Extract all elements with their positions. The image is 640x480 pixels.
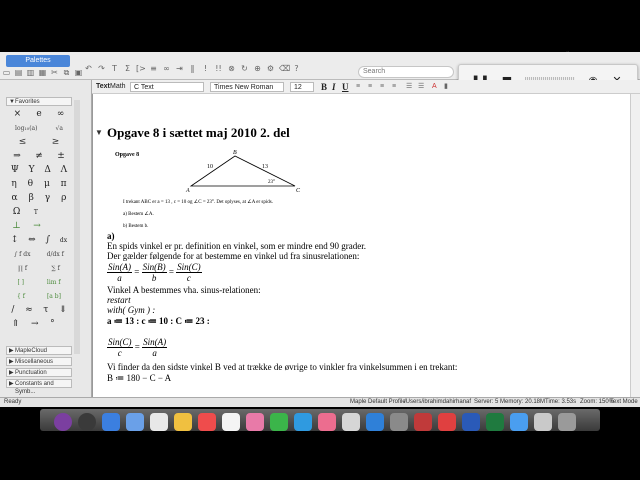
symbol-row: [6, 149, 72, 163]
search-input[interactable]: Search: [358, 66, 454, 78]
symbol-row: [6, 233, 72, 247]
symbol-row: [6, 275, 72, 289]
restart-icon[interactable]: ↻: [241, 63, 248, 73]
launchpad-icon[interactable]: [78, 413, 96, 431]
align-center-icon[interactable]: ≡: [368, 83, 373, 90]
trash-icon[interactable]: [558, 413, 576, 431]
symbol-row: [6, 289, 72, 303]
slash-symbol[interactable]: /: [11, 305, 15, 315]
status-profile: Maple Default Profile: [350, 399, 406, 405]
mu-symbol[interactable]: μ: [43, 179, 50, 189]
bullet-list-icon[interactable]: ☰: [406, 83, 413, 90]
text-color-icon[interactable]: A: [432, 83, 437, 90]
cut-icon[interactable]: ✂: [51, 68, 58, 77]
palette-label: MapleCloud: [15, 348, 48, 354]
numerator: Sin(A): [108, 262, 131, 272]
clear-icon[interactable]: ⌫: [279, 63, 291, 73]
status-mode: Text Mode: [610, 399, 638, 405]
style-select[interactable]: C Text: [130, 82, 204, 92]
new-document-icon[interactable]: ▭: [2, 68, 11, 77]
pm-symbol[interactable]: ±: [57, 151, 65, 161]
palettes-panel: [0, 57, 92, 397]
limit-symbol[interactable]: lim f: [46, 278, 61, 286]
fraction: [142, 262, 167, 283]
document-area[interactable]: [92, 94, 640, 397]
denominator: a: [152, 348, 157, 358]
arrow-symbol[interactable]: →: [33, 221, 41, 231]
palette-favorites-label: Favorites: [15, 99, 40, 105]
derivative-symbol[interactable]: dx: [59, 236, 68, 244]
rho-symbol[interactable]: ρ: [61, 193, 67, 203]
dock: [0, 407, 640, 480]
section-title: Opgave 8 i sættet maj 2010 2. del: [107, 125, 290, 140]
sinus-relation[interactable]: [107, 262, 202, 283]
size-select[interactable]: 12: [290, 82, 314, 92]
psi-symbol[interactable]: Ψ: [10, 165, 19, 175]
degree-symbol[interactable]: °: [50, 319, 55, 329]
acrobat-icon[interactable]: [438, 413, 456, 431]
symbol-row: [6, 121, 72, 135]
infinity-symbol[interactable]: ∞: [56, 109, 65, 119]
restart-command[interactable]: restart: [107, 295, 131, 305]
safari-icon[interactable]: [126, 413, 144, 431]
screen-top-black: [0, 0, 640, 52]
numerator: Sin(C): [177, 262, 201, 272]
numerator: Sin(C): [108, 337, 132, 347]
toolbar-left-icons: [2, 68, 83, 78]
def-integral-symbol[interactable]: ∫ f dx: [14, 250, 31, 258]
side-bc-label: 13: [262, 164, 268, 170]
app-store-icon[interactable]: [366, 413, 384, 431]
skype-icon[interactable]: [510, 413, 528, 431]
delta-symbol[interactable]: Δ: [44, 165, 51, 175]
fraction: [176, 262, 202, 283]
maple-icon[interactable]: [414, 413, 432, 431]
align-right-icon[interactable]: ≡: [380, 83, 385, 90]
reminders-icon[interactable]: [222, 413, 240, 431]
zoom-icon[interactable]: ⊕: [254, 63, 261, 73]
matrix-symbol[interactable]: [ ]: [17, 278, 25, 286]
calendar-icon[interactable]: [198, 413, 216, 431]
palette-punctuation[interactable]: [6, 368, 72, 377]
image-question-b: b) Bestem b.: [123, 224, 149, 229]
symbol-row: [6, 177, 72, 191]
status-server: Server: 5: [474, 399, 499, 405]
print-icon[interactable]: ▦: [38, 68, 47, 77]
symbol-row: [6, 191, 72, 205]
text-mode-icon[interactable]: T: [112, 63, 117, 73]
assign-b-command[interactable]: B ≔ 180 − C − A: [107, 373, 172, 383]
iff-symbol[interactable]: ⇔: [28, 235, 36, 245]
assign-command[interactable]: a ≔ 13 : c ≔ 10 : C ≔ 23 :: [107, 316, 210, 326]
facetime-icon[interactable]: [294, 413, 312, 431]
transpose-symbol[interactable]: T: [33, 208, 38, 216]
theta-symbol[interactable]: θ: [27, 179, 34, 189]
equals-sign: =: [168, 266, 174, 277]
sqrt-symbol[interactable]: √a: [55, 124, 63, 132]
symbol-row: [6, 317, 72, 331]
double-down-symbol[interactable]: ⇓: [59, 305, 67, 315]
diff-symbol[interactable]: d/dx f: [46, 250, 64, 258]
bold-button[interactable]: B: [321, 82, 328, 92]
excel-icon[interactable]: [486, 413, 504, 431]
vector-symbol[interactable]: [a b]: [46, 292, 61, 300]
math-mode-icon[interactable]: Σ: [124, 63, 131, 73]
expand-icon: ▶: [9, 359, 14, 365]
expand-icon: ▶: [9, 370, 14, 376]
palettes-button[interactable]: Palettes: [6, 55, 70, 67]
symbol-row: [6, 261, 72, 275]
symbol-row: [6, 247, 72, 261]
copy-icon[interactable]: ⧉: [63, 68, 70, 77]
palette-constants[interactable]: [6, 379, 72, 395]
status-zoom: Zoom: 150%: [580, 399, 615, 405]
favorites-symbol-grid: [6, 107, 72, 331]
expand-icon[interactable]: ⇥: [176, 63, 183, 73]
symbol-row: [6, 163, 72, 177]
status-ready: Ready: [4, 399, 22, 405]
justify-icon[interactable]: ≡: [392, 83, 397, 90]
right-arrow-symbol[interactable]: →: [30, 319, 39, 329]
help-icon[interactable]: ?: [294, 63, 299, 73]
execute-icon[interactable]: !: [203, 63, 208, 73]
collapse-icon: ▼: [9, 99, 15, 105]
denominator: a: [117, 273, 122, 283]
redo-icon[interactable]: ↷: [98, 63, 105, 73]
photos-icon[interactable]: [246, 413, 264, 431]
vertex-a-label: A: [186, 188, 190, 194]
geq-symbol[interactable]: ≥: [51, 137, 60, 147]
messages-icon[interactable]: [270, 413, 288, 431]
omega-symbol[interactable]: Ω: [12, 207, 21, 217]
palette-label: Miscellaneous: [15, 359, 54, 365]
numerator: Sin(B): [142, 262, 166, 272]
vertex-c-label: C: [296, 188, 301, 194]
status-time: Time: 3.53s: [545, 399, 577, 405]
underline-button[interactable]: U: [342, 82, 349, 92]
product-symbol[interactable]: ∏ f: [18, 264, 28, 272]
vinkel-a-text: Vinkel A bestemmes vha. sinus-relationen:: [107, 285, 261, 295]
gamma-symbol[interactable]: γ: [44, 193, 51, 203]
symbol-row: [6, 107, 72, 121]
tau-symbol[interactable]: τ: [43, 305, 49, 315]
font-select[interactable]: Times New Roman: [210, 82, 284, 92]
lambda-symbol[interactable]: Λ: [60, 165, 68, 175]
notes-icon[interactable]: [174, 413, 192, 431]
updown-symbol[interactable]: ↕: [10, 235, 19, 245]
paste-icon[interactable]: ▣: [74, 68, 83, 77]
palette-label: Punctuation: [15, 370, 47, 376]
pause-exec-icon[interactable]: ‖: [190, 63, 195, 73]
save-icon[interactable]: ▥: [26, 68, 35, 77]
definition-text: En spids vinkel er pr. definition en vinkel, som er mindre end 90 grader.: [107, 241, 366, 251]
eta-symbol[interactable]: η: [11, 179, 17, 189]
stop-exec-icon[interactable]: ⊗: [228, 63, 235, 73]
image-problem-text: I trekant ABC er a = 13 , c = 10 og ∠C = 23°. Det oplyses, at ∠A er spids.: [123, 200, 273, 205]
palette-maplecloud[interactable]: [6, 346, 72, 355]
palette-favorites[interactable]: [6, 97, 72, 106]
log10-symbol[interactable]: log₁₀(a): [15, 124, 38, 132]
mail-icon[interactable]: [150, 413, 168, 431]
palette-miscellaneous[interactable]: [6, 357, 72, 366]
upsilon-symbol[interactable]: Υ: [28, 165, 35, 175]
link-icon[interactable]: ∞: [163, 63, 170, 73]
status-path: /Users/ibrahimdahirhanaf: [404, 399, 472, 405]
problem-image: [113, 146, 343, 236]
numbered-list-icon[interactable]: ☰: [418, 83, 425, 90]
vertex-b-label: B: [233, 150, 237, 156]
equals-sign: =: [134, 266, 140, 277]
image-label: Opgave 8: [115, 152, 140, 158]
pi-symbol[interactable]: π: [60, 179, 67, 189]
neq-symbol[interactable]: ≠: [35, 151, 43, 161]
dock-bar: [40, 409, 600, 431]
alpha-symbol[interactable]: α: [11, 193, 18, 203]
denominator: c: [117, 348, 122, 358]
expand-icon: ▶: [9, 381, 14, 387]
highlight-icon[interactable]: ▮: [444, 83, 448, 90]
fraction: [107, 262, 132, 283]
tool-icon[interactable]: ⚙: [266, 63, 275, 73]
symbol-row: [6, 205, 72, 219]
vinkel-b-text: Vi finder da den sidste vinkel B ved at trække de øvrige to vinkler fra vinkelsummen i en trekant:: [107, 362, 458, 372]
toolbar-right-icons: [84, 62, 301, 74]
section-collapse-icon[interactable]: ▼: [95, 128, 103, 137]
finder-icon[interactable]: [102, 413, 120, 431]
approx-symbol[interactable]: ≈: [25, 305, 33, 315]
siri-icon[interactable]: [54, 413, 72, 431]
e-symbol[interactable]: e: [36, 109, 42, 119]
beta-symbol[interactable]: β: [28, 193, 34, 203]
times-symbol[interactable]: ×: [13, 109, 22, 119]
symbol-row: [6, 219, 72, 233]
italic-button[interactable]: I: [332, 82, 336, 92]
fraction: [142, 337, 167, 358]
status-memory: Memory: 20.18M: [500, 399, 546, 405]
sinus-intro-text: Der gælder følgende for at bestemme en vinkel ud fra sinusrelationen:: [107, 251, 360, 261]
palette-scrollbar[interactable]: [74, 100, 80, 354]
system-preferences-icon[interactable]: [390, 413, 408, 431]
align-left-icon[interactable]: ≡: [356, 83, 361, 90]
symbol-row: [6, 135, 72, 149]
text-mode-button[interactable]: Text: [96, 83, 110, 90]
part-a-label: a): [107, 231, 115, 241]
side-ab-label: 10: [207, 164, 213, 170]
with-command[interactable]: with( Gym ) :: [107, 305, 156, 315]
ibooks-icon[interactable]: [342, 413, 360, 431]
document-scrollbar[interactable]: [630, 94, 640, 397]
status-bar: [0, 397, 640, 407]
angle-c-label: 23°: [268, 180, 275, 185]
section-icon[interactable]: ≡: [150, 63, 157, 73]
equals-sign: =: [134, 341, 140, 352]
sum-symbol[interactable]: ∑ f: [51, 264, 60, 272]
math-mode-button[interactable]: Math: [110, 83, 126, 90]
numerator: Sin(A): [143, 337, 167, 347]
sinus-equation[interactable]: [107, 337, 167, 358]
denominator: c: [186, 273, 191, 283]
undo-icon[interactable]: ↶: [85, 63, 92, 73]
denominator: b: [151, 273, 157, 283]
subscript-symbol[interactable]: ⊥: [12, 221, 21, 231]
implies-symbol[interactable]: ⇒: [13, 151, 21, 161]
format-bar: [92, 80, 640, 94]
palette-label: Constants and Symb...: [15, 381, 54, 395]
preview-icon[interactable]: [534, 413, 552, 431]
symbol-row: [6, 303, 72, 317]
leq-symbol[interactable]: ≤: [18, 137, 27, 147]
expand-icon: ▶: [9, 348, 14, 354]
image-question-a: a) Bestem ∠A.: [123, 212, 154, 217]
double-up-symbol[interactable]: ⇑: [11, 319, 20, 329]
ifelse-symbol[interactable]: { f: [17, 292, 25, 300]
open-icon[interactable]: ▤: [14, 68, 23, 77]
integral-symbol[interactable]: ∫: [45, 235, 51, 245]
word-icon[interactable]: [462, 413, 480, 431]
fraction: [107, 337, 133, 358]
prompt-icon[interactable]: [>: [136, 63, 146, 73]
itunes-icon[interactable]: [318, 413, 336, 431]
execute-all-icon[interactable]: !!: [215, 63, 222, 73]
triangle-shape: [191, 156, 295, 186]
